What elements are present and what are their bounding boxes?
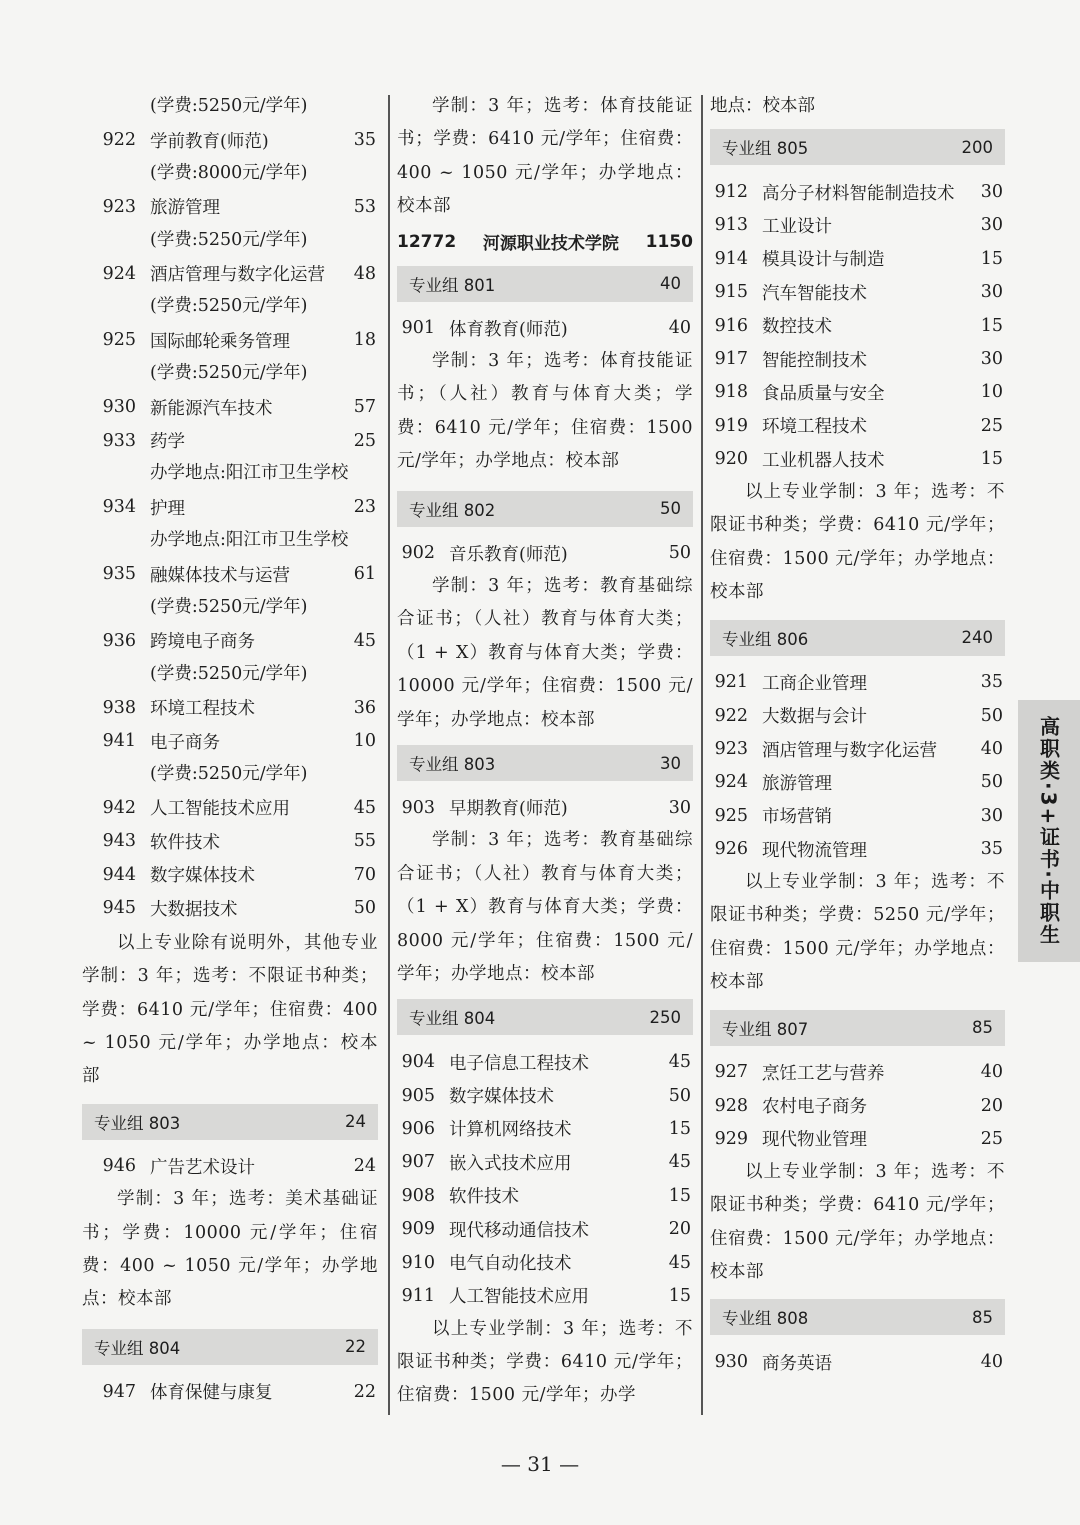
- major-count: 20: [668, 1219, 691, 1240]
- major-count: 10: [980, 382, 1003, 403]
- major-name: 工商企业管理: [762, 673, 867, 694]
- major-note: (学费:5250元/学年): [150, 296, 308, 317]
- group-header-803: [82, 1104, 378, 1140]
- group-label: 专业组 808: [722, 1309, 809, 1329]
- major-count: 15: [668, 1118, 691, 1139]
- major-row: [710, 1056, 1005, 1089]
- group-label: 专业组 802: [409, 500, 496, 520]
- major-count: 30: [980, 282, 1003, 303]
- major-note: (学费:5250元/学年): [150, 363, 308, 384]
- major-count: 15: [668, 1285, 691, 1306]
- major-description: 学制：3 年；选考：教育基础综合证书；（人社）教育与体育大类；（1 + X）教育与体育大类；学费：10000 元/学年；住宿费：1500 元/学年；办学地点：校本部: [397, 576, 693, 730]
- major-name: 人工智能技术应用: [449, 1287, 589, 1308]
- major-name: 软件技术: [150, 832, 220, 853]
- major-list: [710, 1056, 1005, 1156]
- major-name: 市场营销: [762, 807, 832, 828]
- major-name: 新能源汽车技术: [150, 398, 273, 419]
- group-description: 以上专业除有说明外，其他专业学制：3 年；选考：不限证书种类；学费：6410 元/学年；住宿费：400 ~ 1050 元/学年；办学地点：校本部: [82, 932, 378, 1087]
- major-count: 30: [980, 805, 1003, 826]
- major-list: [82, 123, 378, 924]
- major-name: 大数据技术: [150, 899, 238, 920]
- major-code: 918: [714, 382, 748, 403]
- major-name: 音乐教育(师范): [449, 544, 568, 565]
- major-row: [82, 1375, 378, 1408]
- major-row: [710, 242, 1005, 275]
- major-code: 938: [102, 697, 136, 718]
- major-count: 30: [668, 797, 691, 818]
- major-code: 928: [714, 1095, 748, 1116]
- major-name: 电子商务: [150, 732, 220, 753]
- major-count: 35: [353, 130, 376, 151]
- major-name: 食品质量与安全: [762, 383, 885, 404]
- group-header-804: [82, 1329, 378, 1365]
- group-count: 250: [649, 1007, 681, 1027]
- major-code: 926: [714, 839, 748, 860]
- major-list: [710, 666, 1005, 866]
- major-code: 927: [714, 1062, 748, 1083]
- major-code: 916: [714, 315, 748, 336]
- major-name: 现代物业管理: [762, 1130, 867, 1151]
- column-divider: [388, 95, 390, 1415]
- major-count: 50: [980, 705, 1003, 726]
- major-code: 924: [102, 263, 136, 284]
- major-code: 941: [102, 731, 136, 752]
- major-count: 45: [353, 797, 376, 818]
- major-row: [397, 1212, 693, 1245]
- group-header-801: [397, 266, 693, 302]
- major-code: 925: [102, 330, 136, 351]
- major-count: 10: [353, 731, 376, 752]
- major-name: 嵌入式技术应用: [449, 1153, 572, 1174]
- group-label: 专业组 807: [722, 1019, 809, 1039]
- major-name: 数字媒体技术: [150, 866, 255, 887]
- major-count: 50: [980, 772, 1003, 793]
- major-count: 30: [980, 349, 1003, 370]
- column-divider: [701, 95, 703, 1415]
- major-code: 905: [401, 1085, 435, 1106]
- major-count: 15: [980, 248, 1003, 269]
- major-list: [710, 175, 1005, 476]
- major-count: 15: [980, 449, 1003, 470]
- major-row: [710, 833, 1005, 866]
- major-code: 902: [401, 543, 435, 564]
- major-count: 50: [668, 1085, 691, 1106]
- major-name: 广告艺术设计: [150, 1157, 255, 1178]
- major-code: 925: [714, 805, 748, 826]
- major-code: 933: [102, 430, 136, 451]
- major-code: 912: [714, 182, 748, 203]
- major-code: 944: [102, 864, 136, 885]
- major-row: [397, 1112, 693, 1145]
- major-code: 946: [102, 1156, 136, 1177]
- major-name: 大数据与会计: [762, 707, 867, 728]
- major-note: (学费:5250元/学年): [150, 763, 308, 784]
- major-count: 35: [980, 839, 1003, 860]
- major-name: 环境工程技术: [762, 417, 867, 438]
- major-name: 早期教育(师范): [449, 799, 568, 820]
- major-row: [397, 1179, 693, 1212]
- major-count: 35: [980, 672, 1003, 693]
- major-count: 40: [980, 1062, 1003, 1083]
- group-count: 200: [961, 137, 993, 157]
- group-description: 以上专业学制：3 年；选考：不限证书种类；学费：5250 元/学年；住宿费：1500 元/学年；办学地点：校本部: [710, 871, 1005, 993]
- major-name: 烹饪工艺与营养: [762, 1063, 885, 1084]
- location-note: 地点：校本部: [710, 96, 815, 116]
- major-description: 学制：3 年；选考：教育基础综合证书；（人社）教育与体育大类；（1 + X）教育与体育大类；学费：8000 元/学年；住宿费：1500 元/学年；办学地点：校本部: [397, 830, 693, 985]
- major-count: 45: [668, 1152, 691, 1173]
- major-name: 智能控制技术: [762, 350, 867, 371]
- major-code: 915: [714, 282, 748, 303]
- major-row: [82, 324, 378, 357]
- group-header-807: [710, 1010, 1005, 1046]
- school-header: [397, 224, 693, 260]
- major-code: 929: [714, 1128, 748, 1149]
- major-row: [710, 209, 1005, 242]
- major-count: 70: [353, 864, 376, 885]
- major-count: 45: [668, 1052, 691, 1073]
- group-count: 22: [345, 1337, 366, 1357]
- major-count: 24: [353, 1156, 376, 1177]
- major-name: 旅游管理: [762, 773, 832, 794]
- major-count: 23: [353, 497, 376, 518]
- major-row: [710, 732, 1005, 765]
- major-row: [710, 276, 1005, 309]
- major-code: 922: [102, 130, 136, 151]
- group-description: 学制：3 年；选考：体育技能证书；学费：6410 元/学年；住宿费：400 ~ 1050 元/学年；办学地点：校本部: [397, 96, 693, 217]
- group-count: 85: [972, 1018, 993, 1038]
- major-name: 国际邮轮乘务管理: [150, 331, 290, 352]
- major-row: [82, 1150, 378, 1183]
- major-name: 电子信息工程技术: [449, 1053, 589, 1074]
- major-name: 融媒体技术与运营: [150, 565, 290, 586]
- group-description: 以上专业学制：3 年；选考：不限证书种类；学费：6410 元/学年；住宿费：1500 元/学年；办学: [397, 1318, 693, 1406]
- major-row: [82, 624, 378, 657]
- column-2: [397, 90, 693, 1413]
- major-row: [397, 1045, 693, 1078]
- major-name: 旅游管理: [150, 198, 220, 219]
- group-label: 专业组 801: [409, 275, 496, 295]
- major-code: 903: [401, 797, 435, 818]
- major-row: [82, 557, 378, 590]
- group-label: 专业组 804: [409, 1009, 496, 1029]
- major-row: [710, 309, 1005, 342]
- major-row: [397, 1146, 693, 1179]
- major-name: 人工智能技术应用: [150, 799, 290, 820]
- group-label: 专业组 806: [722, 629, 809, 649]
- major-row: [82, 491, 378, 524]
- major-code: 904: [401, 1052, 435, 1073]
- column-3: [710, 90, 1005, 1379]
- major-row: [710, 1089, 1005, 1122]
- major-row: [397, 1279, 693, 1312]
- major-note: (学费:5250元/学年): [150, 663, 308, 684]
- major-count: 53: [353, 196, 376, 217]
- group-label: 专业组 803: [94, 1113, 181, 1133]
- major-row: [710, 376, 1005, 409]
- major-name: 高分子材料智能制造技术: [762, 183, 955, 204]
- major-name: 软件技术: [449, 1187, 519, 1208]
- major-name: 药学: [150, 432, 185, 453]
- major-code: 934: [102, 497, 136, 518]
- major-code: 913: [714, 215, 748, 236]
- major-code: 914: [714, 248, 748, 269]
- major-row: [82, 391, 378, 424]
- major-name: 酒店管理与数字化运营: [150, 265, 325, 286]
- major-count: 15: [980, 315, 1003, 336]
- major-code: 921: [714, 672, 748, 693]
- major-row: [710, 409, 1005, 442]
- major-name: 现代物流管理: [762, 840, 867, 861]
- major-count: 22: [353, 1381, 376, 1402]
- major-count: 45: [353, 630, 376, 651]
- group-count: 240: [961, 628, 993, 648]
- major-row: [82, 825, 378, 858]
- major-code: 930: [714, 1352, 748, 1372]
- major-count: 48: [353, 263, 376, 284]
- group-count: 40: [660, 274, 681, 294]
- major-count: 50: [353, 898, 376, 919]
- major-row: [397, 537, 693, 570]
- major-row: [397, 312, 693, 345]
- school-name: 河源职业技术学院: [482, 234, 619, 255]
- fee-note: (学费:5250元/学年): [150, 96, 308, 116]
- group-description: 以上专业学制：3 年；选考：不限证书种类；学费：6410 元/学年；住宿费：1500 元/学年；办学地点：校本部: [710, 1161, 1005, 1282]
- major-code: 935: [102, 564, 136, 585]
- major-row: [82, 724, 378, 757]
- group-header-805: [710, 129, 1005, 165]
- major-count: 40: [980, 1352, 1003, 1372]
- major-code: 924: [714, 772, 748, 793]
- major-row: [82, 123, 378, 156]
- group-count: 50: [660, 499, 681, 519]
- major-code: 945: [102, 898, 136, 919]
- major-code: 906: [401, 1118, 435, 1139]
- page-number: — 31 —: [500, 1452, 580, 1476]
- major-name: 计算机网络技术: [449, 1120, 572, 1141]
- major-count: 25: [980, 1128, 1003, 1149]
- group-label: 专业组 805: [722, 139, 809, 159]
- major-row: [397, 1246, 693, 1279]
- major-name: 学前教育(师范): [150, 131, 269, 152]
- major-code: 907: [401, 1152, 435, 1173]
- major-code: 922: [714, 705, 748, 726]
- school-count: 1150: [645, 231, 693, 252]
- major-count: 50: [668, 543, 691, 564]
- major-count: 18: [353, 330, 376, 351]
- major-row: [710, 342, 1005, 375]
- major-name: 酒店管理与数字化运营: [762, 740, 937, 761]
- major-count: 25: [980, 415, 1003, 436]
- major-name: 商务英语: [762, 1353, 832, 1374]
- major-name: 体育教育(师范): [449, 319, 568, 340]
- major-description: 学制：3 年；选考：体育技能证书；（人社）教育与体育大类；学费：6410 元/学年；住宿费：1500 元/学年；办学地点：校本部: [397, 351, 693, 472]
- major-count: 30: [980, 215, 1003, 236]
- major-row: [710, 666, 1005, 699]
- major-count: 40: [668, 318, 691, 339]
- major-row: [397, 1079, 693, 1112]
- major-row: [82, 858, 378, 891]
- major-name: 模具设计与制造: [762, 250, 885, 271]
- major-name: 工业设计: [762, 216, 832, 237]
- major-count: 20: [980, 1095, 1003, 1116]
- major-row: [82, 257, 378, 290]
- major-name: 现代移动通信技术: [449, 1220, 589, 1241]
- major-name: 数控技术: [762, 317, 832, 338]
- major-row: [710, 1345, 1005, 1378]
- group-header-808: [710, 1299, 1005, 1335]
- group-header-803: [397, 745, 693, 781]
- major-name: 工业机器人技术: [762, 450, 885, 471]
- major-note: 办学地点:阳江市卫生学校: [150, 463, 349, 484]
- group-description: 以上专业学制：3 年；选考：不限证书种类；学费：6410 元/学年；住宿费：1500 元/学年；办学地点：校本部: [710, 481, 1005, 603]
- major-description: 学制：3 年；选考：美术基础证书；学费：10000 元/学年；住宿费：400 ~ 1050 元/学年；办学地点：校本部: [82, 1189, 378, 1310]
- major-row: [82, 424, 378, 457]
- major-row: [82, 190, 378, 223]
- major-name: 跨境电子商务: [150, 632, 255, 653]
- major-count: 30: [980, 182, 1003, 203]
- group-header-806: [710, 620, 1005, 656]
- major-row: [710, 766, 1005, 799]
- major-row: [82, 891, 378, 924]
- major-row: [82, 791, 378, 824]
- major-code: 923: [102, 196, 136, 217]
- section-side-tab: [1018, 700, 1080, 962]
- major-code: 930: [102, 397, 136, 418]
- major-name: 环境工程技术: [150, 699, 255, 720]
- major-name: 体育保健与康复: [150, 1383, 273, 1403]
- major-note: (学费:5250元/学年): [150, 596, 308, 617]
- major-code: 919: [714, 415, 748, 436]
- major-code: 901: [401, 318, 435, 339]
- major-count: 15: [668, 1185, 691, 1206]
- major-count: 45: [668, 1252, 691, 1273]
- major-name: 数字媒体技术: [449, 1087, 554, 1108]
- major-row: [710, 799, 1005, 832]
- major-code: 943: [102, 831, 136, 852]
- major-name: 电气自动化技术: [449, 1254, 572, 1275]
- major-row: [710, 699, 1005, 732]
- column-1: [82, 90, 378, 1408]
- major-row: [710, 1122, 1005, 1155]
- major-list: [397, 1045, 693, 1312]
- major-row: [710, 175, 1005, 208]
- major-code: 910: [401, 1252, 435, 1273]
- school-code: 12772: [397, 231, 457, 252]
- major-row: [397, 791, 693, 824]
- major-count: 40: [980, 739, 1003, 760]
- major-code: 942: [102, 797, 136, 818]
- group-header-804: [397, 999, 693, 1035]
- major-name: 农村电子商务: [762, 1097, 867, 1118]
- major-code: 908: [401, 1185, 435, 1206]
- major-code: 909: [401, 1219, 435, 1240]
- major-count: 57: [353, 397, 376, 418]
- major-count: 61: [353, 564, 376, 585]
- major-code: 920: [714, 449, 748, 470]
- group-count: 30: [660, 753, 681, 773]
- group-header-802: [397, 491, 693, 527]
- group-label: 专业组 803: [409, 755, 496, 775]
- major-code: 923: [714, 739, 748, 760]
- major-note: (学费:8000元/学年): [150, 162, 308, 183]
- major-code: 947: [102, 1381, 136, 1402]
- major-note: 办学地点:阳江市卫生学校: [150, 530, 349, 551]
- major-name: 汽车智能技术: [762, 283, 867, 304]
- major-note: (学费:5250元/学年): [150, 229, 308, 250]
- major-row: [710, 443, 1005, 476]
- group-label: 专业组 804: [94, 1338, 181, 1358]
- side-tab-label: 高职类·3+证书·中职生: [1036, 716, 1061, 946]
- group-count: 24: [345, 1112, 366, 1132]
- major-name: 护理: [150, 498, 185, 519]
- major-code: 936: [102, 630, 136, 651]
- major-count: 55: [353, 831, 376, 852]
- major-code: 917: [714, 349, 748, 370]
- major-row: [82, 691, 378, 724]
- group-count: 85: [972, 1307, 993, 1327]
- major-count: 36: [353, 697, 376, 718]
- major-code: 911: [401, 1285, 435, 1306]
- major-count: 25: [353, 430, 376, 451]
